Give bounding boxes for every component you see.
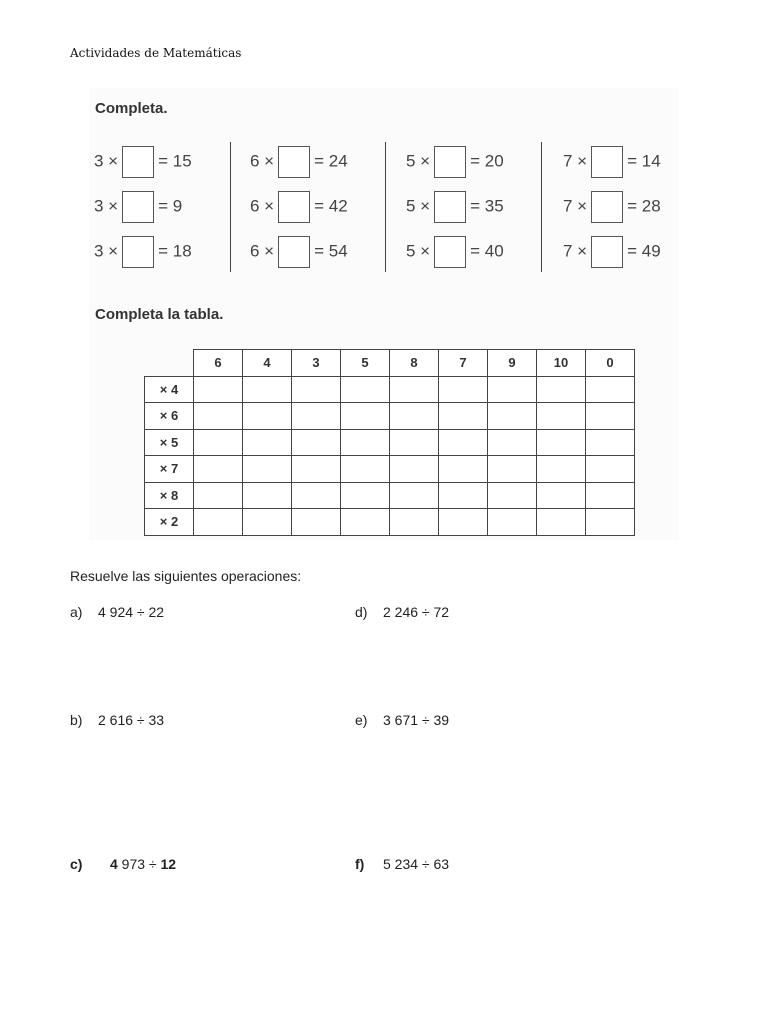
- operation-label: c): [70, 856, 83, 872]
- table-cell[interactable]: [341, 403, 390, 430]
- table-cell[interactable]: [439, 403, 488, 430]
- table-cell[interactable]: [194, 376, 243, 403]
- table-cell[interactable]: [586, 482, 635, 509]
- operation-number: 4: [110, 856, 118, 872]
- column-header: 0: [586, 350, 635, 377]
- section-title-tabla: Completa la tabla.: [95, 306, 224, 323]
- operation-expression: 4 924 ÷ 22: [98, 604, 165, 620]
- table-cell[interactable]: [243, 376, 292, 403]
- equation: 6 × = 24: [250, 145, 348, 177]
- equation: 3 × = 18: [94, 235, 192, 267]
- section-title-operaciones: Resuelve las siguientes operaciones:: [70, 568, 302, 584]
- operation-expression: 973 ÷: [117, 856, 161, 872]
- column-header: 10: [537, 350, 586, 377]
- equation: 5 × = 40: [406, 235, 504, 267]
- row-header: × 5: [145, 429, 194, 456]
- table-cell[interactable]: [341, 456, 390, 483]
- table-cell[interactable]: [439, 376, 488, 403]
- empty-corner: [145, 350, 194, 377]
- section-title-completa: Completa.: [95, 100, 168, 117]
- operation-number: 5 234: [383, 856, 419, 872]
- row-header: × 7: [145, 456, 194, 483]
- table-cell[interactable]: [586, 376, 635, 403]
- table-cell[interactable]: [586, 403, 635, 430]
- column-divider: [385, 142, 386, 272]
- table-cell[interactable]: [488, 509, 537, 536]
- table-cell[interactable]: [439, 429, 488, 456]
- table-cell[interactable]: [390, 376, 439, 403]
- answer-box[interactable]: [122, 236, 154, 268]
- column-divider: [230, 142, 231, 272]
- column-header: 8: [390, 350, 439, 377]
- table-cell[interactable]: [194, 456, 243, 483]
- row-header: × 8: [145, 482, 194, 509]
- equation: 6 × = 42: [250, 190, 348, 222]
- operation-d: [355, 604, 449, 620]
- table-cell[interactable]: [292, 429, 341, 456]
- operation-c: [70, 856, 176, 872]
- answer-box[interactable]: [434, 146, 466, 178]
- answer-box[interactable]: [434, 236, 466, 268]
- table-cell[interactable]: [243, 509, 292, 536]
- table-cell[interactable]: [390, 403, 439, 430]
- equation: 5 × = 20: [406, 145, 504, 177]
- operation-expression: ÷ 63: [418, 856, 450, 872]
- table-cell[interactable]: [439, 509, 488, 536]
- table-cell[interactable]: [194, 509, 243, 536]
- table-cell[interactable]: [390, 509, 439, 536]
- table-cell[interactable]: [292, 482, 341, 509]
- answer-box[interactable]: [591, 146, 623, 178]
- table-cell[interactable]: [341, 482, 390, 509]
- table-row: [145, 429, 635, 456]
- row-header: × 2: [145, 509, 194, 536]
- answer-box[interactable]: [434, 191, 466, 223]
- table-cell[interactable]: [292, 456, 341, 483]
- equation: 6 × = 54: [250, 235, 348, 267]
- table-cell[interactable]: [488, 429, 537, 456]
- equation: 3 × = 15: [94, 145, 192, 177]
- table-cell[interactable]: [537, 509, 586, 536]
- operation-number: 12: [160, 856, 177, 872]
- column-header: 3: [292, 350, 341, 377]
- table-row: [145, 376, 635, 403]
- operation-expression: 2 246 ÷ 72: [383, 604, 450, 620]
- operation-label: a): [70, 604, 83, 620]
- equation: 3 × = 9: [94, 190, 182, 222]
- column-header: 5: [341, 350, 390, 377]
- operation-label: f): [355, 856, 365, 872]
- operation-f: [355, 856, 449, 872]
- column-header: 9: [488, 350, 537, 377]
- table-cell[interactable]: [488, 376, 537, 403]
- table-cell[interactable]: [537, 429, 586, 456]
- table-row: [145, 403, 635, 430]
- table-cell[interactable]: [488, 482, 537, 509]
- table-cell[interactable]: [292, 376, 341, 403]
- operation-e: [355, 712, 449, 728]
- operation-a: [70, 604, 164, 620]
- table-cell[interactable]: [243, 456, 292, 483]
- table-cell[interactable]: [292, 403, 341, 430]
- table-cell[interactable]: [243, 482, 292, 509]
- equation: 7 × = 14: [563, 145, 661, 177]
- operation-label: d): [355, 604, 368, 620]
- table-header-row: [145, 350, 635, 377]
- answer-box[interactable]: [122, 146, 154, 178]
- table-row: [145, 482, 635, 509]
- table-cell[interactable]: [390, 429, 439, 456]
- column-header: 4: [243, 350, 292, 377]
- table-cell[interactable]: [194, 429, 243, 456]
- table-cell[interactable]: [586, 509, 635, 536]
- table-cell[interactable]: [537, 482, 586, 509]
- column-divider: [541, 142, 542, 272]
- table-row: [145, 509, 635, 536]
- table-cell[interactable]: [341, 509, 390, 536]
- equation: 7 × = 49: [563, 235, 661, 267]
- answer-box[interactable]: [591, 236, 623, 268]
- row-header: × 4: [145, 376, 194, 403]
- equation: 5 × = 35: [406, 190, 504, 222]
- table-cell[interactable]: [537, 456, 586, 483]
- table-cell[interactable]: [243, 429, 292, 456]
- row-header: × 6: [145, 403, 194, 430]
- table-cell[interactable]: [292, 509, 341, 536]
- operation-expression: 2 616 ÷ 33: [98, 712, 165, 728]
- table-cell[interactable]: [537, 376, 586, 403]
- answer-box[interactable]: [278, 146, 310, 178]
- operation-label: b): [70, 712, 83, 728]
- table-cell[interactable]: [341, 376, 390, 403]
- column-header: 6: [194, 350, 243, 377]
- answer-box[interactable]: [278, 191, 310, 223]
- table-cell[interactable]: [488, 456, 537, 483]
- operation-label: e): [355, 712, 368, 728]
- answer-box[interactable]: [591, 191, 623, 223]
- operation-b: [70, 712, 164, 728]
- table-cell[interactable]: [341, 429, 390, 456]
- table-cell[interactable]: [194, 482, 243, 509]
- table-cell[interactable]: [390, 482, 439, 509]
- table-cell[interactable]: [390, 456, 439, 483]
- column-header: 7: [439, 350, 488, 377]
- table-cell[interactable]: [439, 482, 488, 509]
- table-cell[interactable]: [586, 429, 635, 456]
- answer-box[interactable]: [278, 236, 310, 268]
- table-cell[interactable]: [439, 456, 488, 483]
- table-cell[interactable]: [537, 403, 586, 430]
- multiplication-table: [144, 349, 635, 536]
- table-cell[interactable]: [488, 403, 537, 430]
- page-header: Actividades de Matemáticas: [70, 46, 242, 60]
- table-cell[interactable]: [194, 403, 243, 430]
- table-cell[interactable]: [586, 456, 635, 483]
- equation: 7 × = 28: [563, 190, 661, 222]
- table-row: [145, 456, 635, 483]
- answer-box[interactable]: [122, 191, 154, 223]
- operation-expression: 3 671 ÷ 39: [383, 712, 450, 728]
- table-cell[interactable]: [243, 403, 292, 430]
